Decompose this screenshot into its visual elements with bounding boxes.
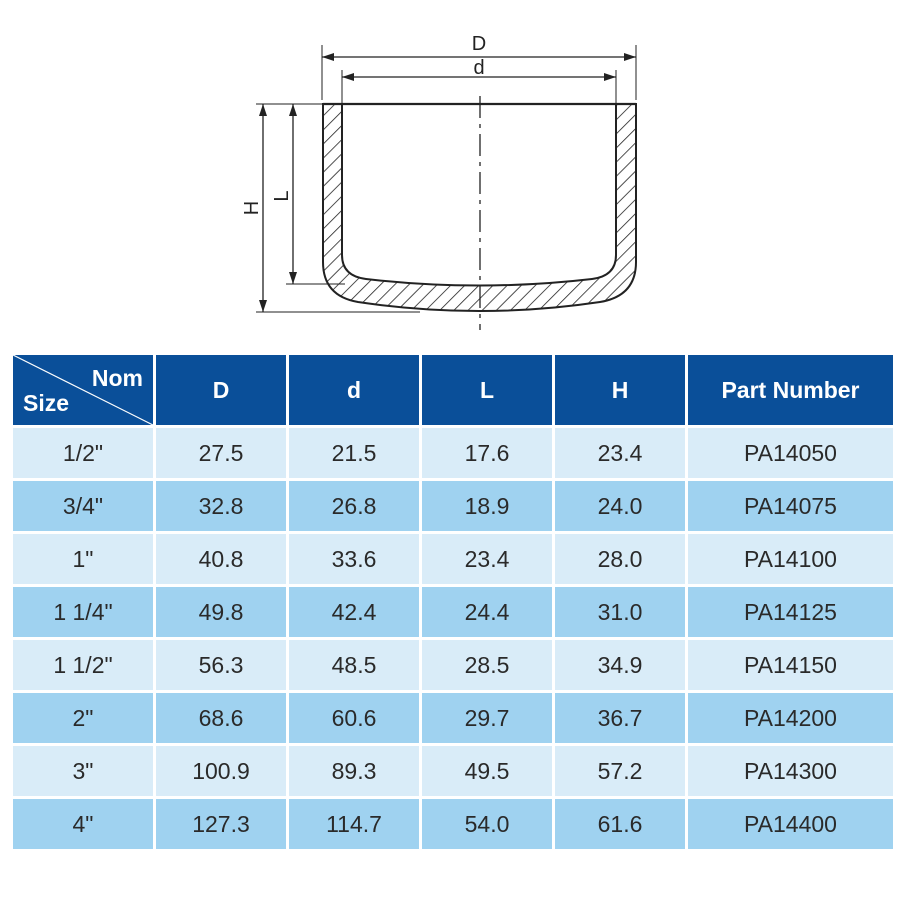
cell-part-number: PA14100 (688, 534, 893, 584)
cell-H: 36.7 (555, 693, 685, 743)
cell-H: 61.6 (555, 799, 685, 849)
spec-table (10, 352, 896, 852)
table-row (13, 587, 893, 637)
cell-part-number: PA14400 (688, 799, 893, 849)
table-row (13, 428, 893, 478)
cell-H: 24.0 (555, 481, 685, 531)
table-row (13, 481, 893, 531)
cell-part-number: PA14150 (688, 640, 893, 690)
cell-D: 49.8 (156, 587, 286, 637)
cell-size: 1/2" (13, 428, 153, 478)
cell-D: 68.6 (156, 693, 286, 743)
cell-d: 26.8 (289, 481, 419, 531)
label-L: L (271, 190, 293, 202)
cell-H: 34.9 (555, 640, 685, 690)
cap-cross-section-drawing (0, 0, 900, 340)
header-D: D (156, 355, 286, 425)
label-d: d (473, 57, 485, 79)
cell-L: 54.0 (422, 799, 552, 849)
cell-D: 127.3 (156, 799, 286, 849)
cell-H: 31.0 (555, 587, 685, 637)
cell-d: 48.5 (289, 640, 419, 690)
table-row (13, 799, 893, 849)
cell-size: 1 1/2" (13, 640, 153, 690)
cell-L: 29.7 (422, 693, 552, 743)
header-size-nom (13, 355, 153, 425)
cell-size: 2" (13, 693, 153, 743)
cell-D: 32.8 (156, 481, 286, 531)
cell-size: 3" (13, 746, 153, 796)
cell-L: 24.4 (422, 587, 552, 637)
cell-size: 4" (13, 799, 153, 849)
label-H: H (241, 200, 263, 216)
cell-D: 100.9 (156, 746, 286, 796)
cell-L: 18.9 (422, 481, 552, 531)
cell-L: 49.5 (422, 746, 552, 796)
cell-d: 42.4 (289, 587, 419, 637)
cell-part-number: PA14200 (688, 693, 893, 743)
cell-L: 17.6 (422, 428, 552, 478)
cell-D: 56.3 (156, 640, 286, 690)
cell-D: 27.5 (156, 428, 286, 478)
cell-d: 114.7 (289, 799, 419, 849)
cell-d: 60.6 (289, 693, 419, 743)
cell-L: 28.5 (422, 640, 552, 690)
table-row (13, 746, 893, 796)
cell-size: 1 1/4" (13, 587, 153, 637)
cell-H: 23.4 (555, 428, 685, 478)
cell-H: 28.0 (555, 534, 685, 584)
cell-D: 40.8 (156, 534, 286, 584)
table-row (13, 534, 893, 584)
cell-part-number: PA14050 (688, 428, 893, 478)
label-D: D (471, 33, 487, 55)
header-L: L (422, 355, 552, 425)
cell-d: 21.5 (289, 428, 419, 478)
header-H: H (555, 355, 685, 425)
header-part-number: Part Number (688, 355, 893, 425)
table-header-row (13, 355, 893, 425)
header-nom: Nom (91, 365, 143, 391)
cell-H: 57.2 (555, 746, 685, 796)
cell-L: 23.4 (422, 534, 552, 584)
cell-part-number: PA14075 (688, 481, 893, 531)
cell-part-number: PA14300 (688, 746, 893, 796)
table-row (13, 640, 893, 690)
table-row (13, 693, 893, 743)
cell-part-number: PA14125 (688, 587, 893, 637)
cell-size: 3/4" (13, 481, 153, 531)
header-size: Size (23, 390, 70, 416)
cell-d: 33.6 (289, 534, 419, 584)
cell-d: 89.3 (289, 746, 419, 796)
header-d: d (289, 355, 419, 425)
cell-size: 1" (13, 534, 153, 584)
